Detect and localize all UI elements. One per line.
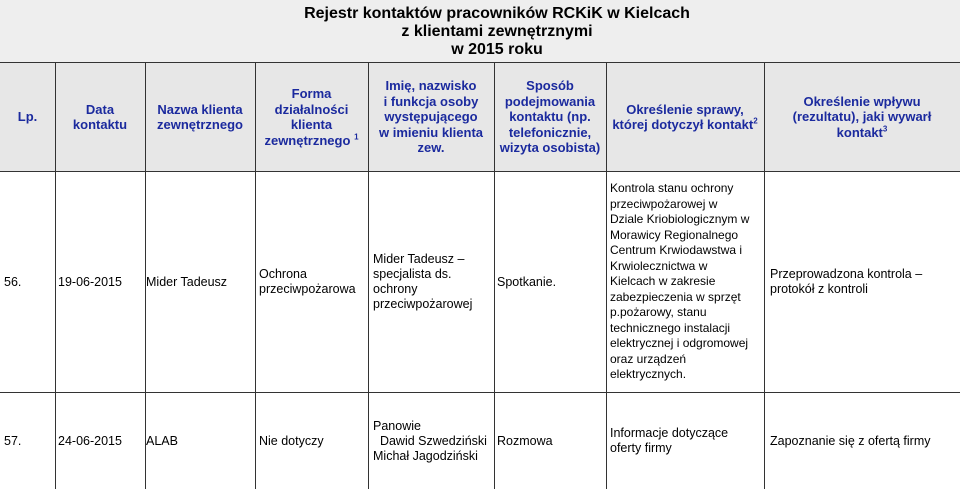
grid-line-col7 (764, 62, 765, 489)
row56-nazwa: Mider Tadeusz (146, 274, 228, 289)
row57-nazwa: ALAB (146, 433, 178, 448)
header-imie-nazwisko: Imię, nazwisko i funkcja osoby występującego w imieniu klienta zew. (378, 78, 484, 156)
grid-line-col6 (606, 62, 607, 489)
header-lp: Lp. (17, 109, 38, 125)
row56-sprawa: Kontrola stanu ochrony przeciwpożarowej w Dziale Kriobiologicznym w Morawicy Regionalnego Centrum Krwiodawstwa i Krwiolecznictwa w Kielcach w zakresie zabezpieczenia w sprzęt p.pożarowy, stanu technicznego instalacji elektrycznej i odgromowej oraz urządzeń elektrycznych. (610, 181, 750, 382)
row56-osoba: Mider Tadeusz – specjalista ds. ochrony przeciwpożarowej (373, 252, 473, 311)
grid-line-header-top (0, 62, 960, 63)
grid-line-col1 (55, 62, 56, 489)
row57-wplyw: Zapoznanie się z ofertą firmy (770, 433, 931, 448)
page-subtitle: z klientami zewnętrznymi (401, 23, 593, 40)
row57-data: 24-06-2015 (58, 433, 122, 448)
row57-sprawa: Informacje dotyczące oferty firmy (610, 426, 729, 455)
row56-lp: 56. (4, 274, 22, 289)
grid-line-col4 (368, 62, 369, 489)
row56-wplyw: Przeprowadzona kontrola – protokół z kontroli (770, 267, 923, 296)
header-okreslenie-sprawy: Określenie sprawy, której dotyczył kontakt$^2$ (612, 101, 758, 132)
row56-sposob: Spotkanie. (497, 274, 557, 289)
row57-osoba: Panowie Dawid Szwedziński Michał Jagodziński (373, 418, 487, 463)
header-forma-dzialalnosci: Forma działalności klienta zewnętrznego $^1$ (264, 86, 359, 148)
row56-data: 19-06-2015 (58, 274, 122, 289)
header-data-kontaktu: Data kontaktu (72, 101, 128, 132)
row57-sposob: Rozmowa (497, 433, 553, 448)
header-sposob-kontaktu: Sposób podejmowania kontaktu (np. telefonicznie, wizyta osobista) (499, 78, 601, 156)
page-title: Rejestr kontaktów pracowników RCKiK w Kielcach (304, 5, 690, 22)
page-year: w 2015 roku (451, 41, 543, 58)
grid-line-col2 (145, 62, 146, 489)
grid-line-col3 (255, 62, 256, 489)
grid-line-row56-bottom (0, 392, 960, 393)
row57-forma: Nie dotyczy (259, 433, 324, 448)
row56-forma: Ochrona przeciwpożarowa (259, 267, 356, 296)
row57-lp: 57. (4, 433, 22, 448)
grid-line-header-bottom (0, 171, 960, 172)
header-nazwa-klienta: Nazwa klienta zewnętrznego (157, 101, 243, 132)
header-okreslenie-wplywu: Określenie wpływu (rezultatu), jaki wywarł kontakt$^3$ (792, 93, 932, 140)
grid-line-col5 (494, 62, 495, 489)
